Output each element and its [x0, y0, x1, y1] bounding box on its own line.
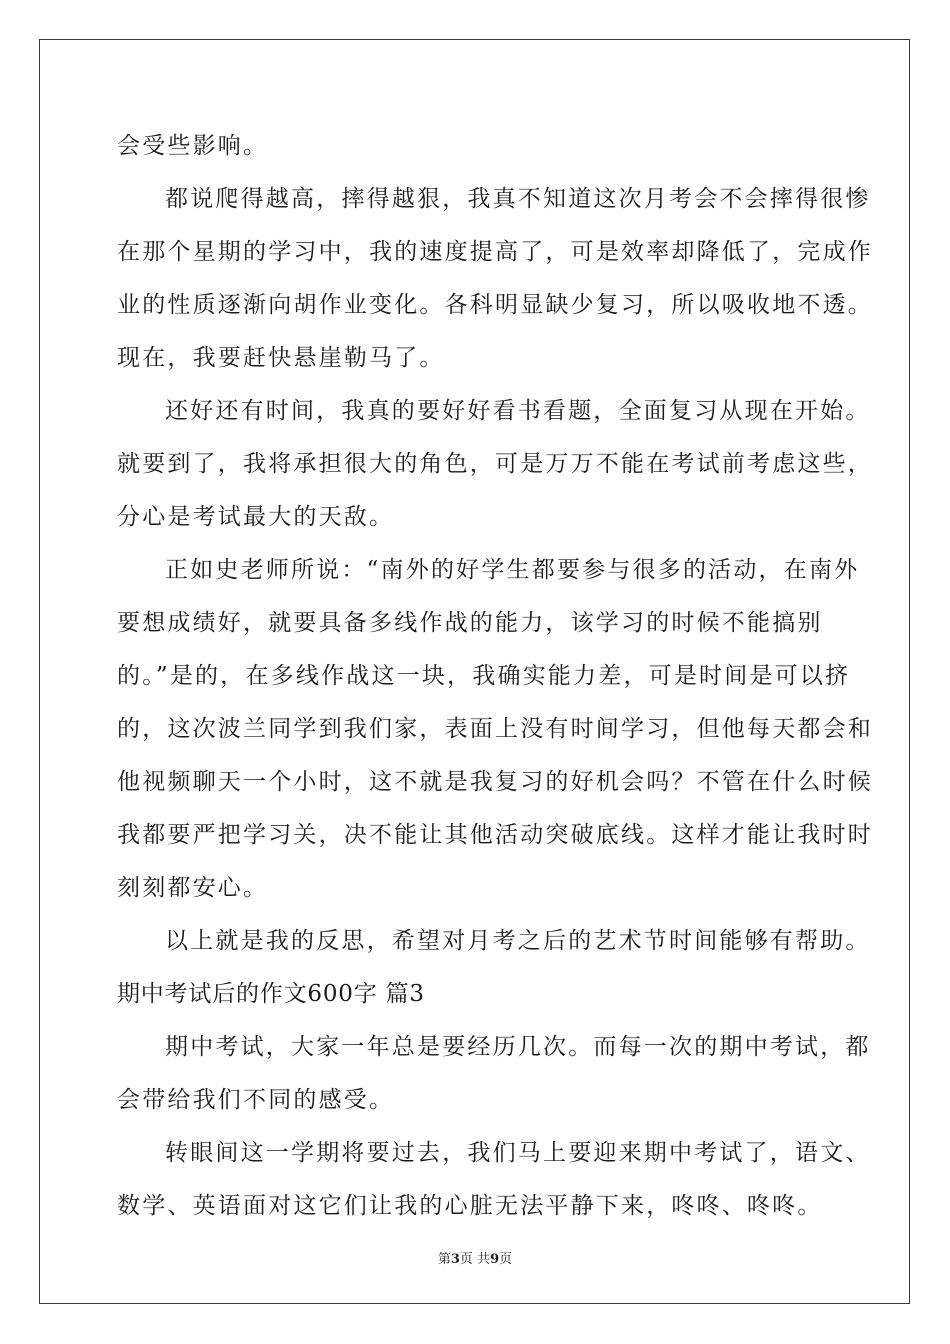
page-footer	[0, 1248, 950, 1267]
text-line: 会受些影响。	[117, 133, 269, 159]
text-line: 都说爬得越高，摔得越狠，我真不知道这次月考会不会摔得很惨	[165, 186, 871, 212]
text-line: 以上就是我的反思，希望对月考之后的艺术节时间能够有帮助。	[165, 928, 871, 954]
text-line: 要想成绩好，就要具备多线作战的能力，该学习的时候不能搞别	[117, 610, 823, 636]
text-line: 他视频聊天一个小时，这不就是我复习的好机会吗？不管在什么时候	[117, 769, 873, 795]
text-line: 业的性质逐渐向胡作业变化。各科明显缺少复习，所以吸收地不透。	[117, 292, 873, 318]
total-pages-number: 9	[490, 1252, 500, 1267]
text-line: 就要到了，我将承担很大的角色，可是万万不能在考试前考虑这些，	[117, 451, 873, 477]
text-line: 分心是考试最大的天敌。	[117, 504, 395, 530]
footer-middle: 页 共	[459, 1252, 491, 1267]
text-line: 我都要严把学习关，决不能让其他活动突破底线。这样才能让我时时	[117, 822, 873, 848]
text-line: 的。”是的，在多线作战这一块，我确实能力差，可是时间是可以挤	[117, 663, 851, 689]
current-page-number: 3	[450, 1252, 460, 1267]
text-line: 正如史老师所说：“南外的好学生都要参与很多的活动，在南外	[165, 557, 860, 583]
text-line: 数学、英语面对这它们让我的心脏无法平静下来，咚咚、咚咚。	[117, 1193, 823, 1219]
text-line: 现在，我要赶快悬崖勒马了。	[117, 345, 445, 371]
footer-prefix: 第	[437, 1252, 451, 1267]
text-line: 在那个星期的学习中，我的速度提高了，可是效率却降低了，完成作	[117, 239, 873, 265]
text-line: 刻刻都安心。	[117, 875, 269, 901]
text-line: 转眼间这一学期将要过去，我们马上要迎来期中考试了，语文、	[165, 1140, 871, 1166]
text-line: 会带给我们不同的感受。	[117, 1087, 395, 1113]
document-body	[117, 120, 873, 1233]
section-heading: 期中考试后的作文600字 篇3	[117, 981, 425, 1007]
text-line: 期中考试，大家一年总是要经历几次。而每一次的期中考试，都	[165, 1034, 871, 1060]
text-line: 还好还有时间，我真的要好好看书看题，全面复习从现在开始。	[165, 398, 871, 424]
text-line: 的，这次波兰同学到我们家，表面上没有时间学习，但他每天都会和	[117, 716, 873, 742]
footer-suffix: 页	[499, 1252, 513, 1267]
